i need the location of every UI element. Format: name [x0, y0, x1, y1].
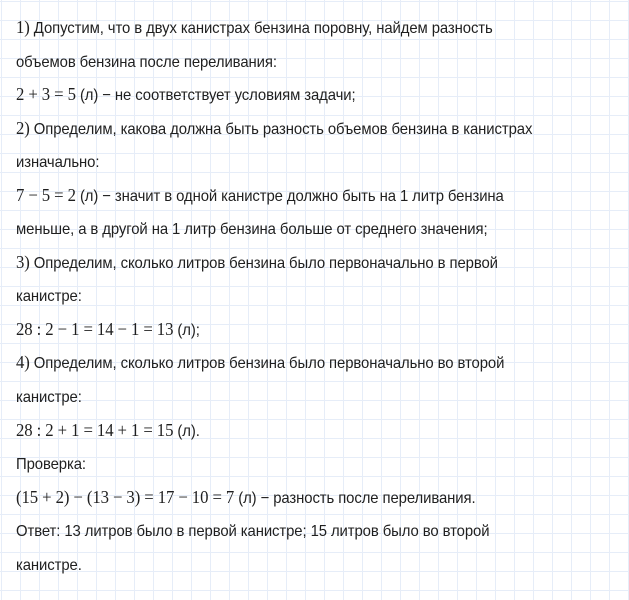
check-equation	[16, 483, 585, 517]
line-text: (л);	[173, 321, 200, 339]
line-text: объемов бензина после переливания:	[16, 53, 277, 71]
step-2-line-4	[16, 214, 585, 248]
step-number: 4)	[16, 352, 30, 373]
line-text: (л) − не соответствует условиям задачи;	[75, 87, 356, 105]
line-text: канистре:	[16, 389, 82, 407]
step-number: 2)	[16, 117, 30, 138]
line-text: Определим, какова должна быть разность объемов бензина в канистрах	[29, 120, 533, 138]
step-number: 1)	[16, 17, 30, 37]
step-3-line-2	[16, 281, 585, 315]
step-4-line-2	[16, 382, 585, 416]
line-text: Определим, сколько литров бензина было первоначально в первой	[29, 254, 498, 272]
step-number: 3)	[16, 251, 30, 272]
step-3-equation	[16, 315, 585, 349]
equation: 7 − 5 = 2	[16, 184, 76, 205]
equation: 2 + 3 = 5	[16, 84, 76, 105]
line-text: Проверка:	[16, 456, 86, 474]
step-2-line-1	[16, 114, 585, 148]
step-4-equation	[16, 416, 585, 450]
step-1-line-1	[16, 13, 585, 47]
line-text: меньше, а в другой на 1 литр бензина больше от среднего значения;	[16, 221, 488, 239]
check-heading	[16, 449, 585, 483]
line-text: Определим, сколько литров бензина было первоначально во второй	[29, 355, 505, 373]
line-text: (л) − разность после переливания.	[234, 489, 476, 507]
answer-line-2	[16, 550, 585, 584]
line-text: изначально:	[16, 154, 100, 172]
answer-text: канистре.	[16, 556, 82, 574]
answer-line-1	[16, 516, 585, 550]
equation: (15 + 2) − (13 − 3) = 17 − 10 = 7	[16, 486, 235, 507]
equation: 28 : 2 + 1 = 14 + 1 = 15	[16, 419, 174, 440]
line-text: (л) − значит в одной канистре должно быть на 1 литр бензина	[75, 187, 504, 205]
answer-text: Ответ: 13 литров было в первой канистре; 15 литров было во второй	[16, 523, 490, 541]
line-text: Допустим, что в двух канистрах бензина поровну, найдем разность	[29, 20, 493, 37]
step-4-line-1	[16, 348, 585, 382]
step-1-line-2	[16, 47, 585, 81]
step-2-equation	[16, 181, 585, 215]
equation: 28 : 2 − 1 = 14 − 1 = 13	[16, 318, 174, 339]
line-text: (л).	[173, 422, 200, 440]
step-3-line-1	[16, 248, 585, 282]
line-text: канистре:	[16, 288, 82, 306]
step-2-line-2	[16, 147, 585, 181]
solution-document	[16, 13, 628, 583]
step-1-equation	[16, 80, 585, 114]
